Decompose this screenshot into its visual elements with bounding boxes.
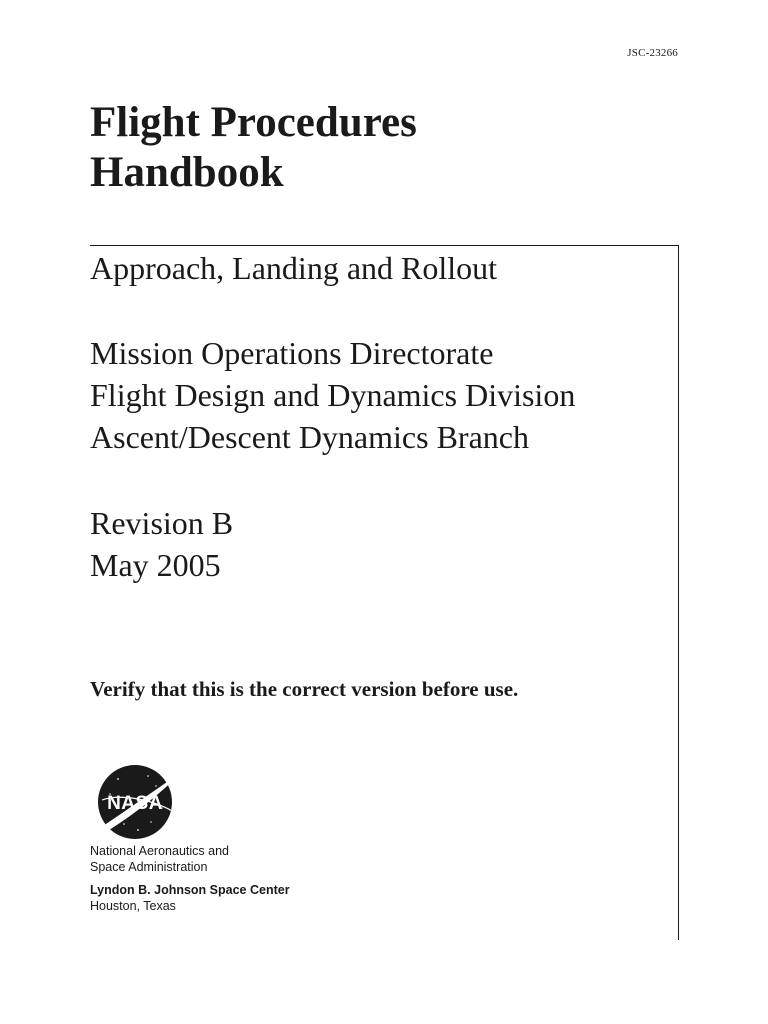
title-line-2: Handbook bbox=[90, 149, 284, 196]
subtitle-text: Approach, Landing and Rollout bbox=[90, 250, 498, 286]
document-title bbox=[90, 98, 417, 198]
revision-block bbox=[90, 502, 233, 586]
version-warning: Verify that this is the correct version before use. bbox=[90, 677, 519, 701]
division: Flight Design and Dynamics Division bbox=[90, 377, 576, 413]
title-line-1: Flight Procedures bbox=[90, 99, 417, 146]
top-border-rule bbox=[90, 245, 679, 246]
space-center-block bbox=[90, 882, 290, 914]
branch: Ascent/Descent Dynamics Branch bbox=[90, 419, 529, 455]
nasa-meatball-logo-icon bbox=[88, 764, 188, 844]
agency-line-2: Space Administration bbox=[90, 860, 208, 874]
space-center-location: Houston, Texas bbox=[90, 899, 176, 913]
agency-name bbox=[90, 843, 229, 875]
agency-line-1: National Aeronautics and bbox=[90, 844, 229, 858]
right-border-rule bbox=[678, 245, 679, 940]
document-subtitle bbox=[90, 247, 497, 289]
revision-label: Revision B bbox=[90, 505, 234, 541]
organization-block bbox=[90, 332, 575, 458]
directorate: Mission Operations Directorate bbox=[90, 335, 494, 371]
space-center-name: Lyndon B. Johnson Space Center bbox=[90, 883, 290, 897]
revision-date: May 2005 bbox=[90, 547, 221, 583]
document-number: JSC-23266 bbox=[627, 47, 678, 59]
logo-text: NASA bbox=[107, 793, 163, 814]
